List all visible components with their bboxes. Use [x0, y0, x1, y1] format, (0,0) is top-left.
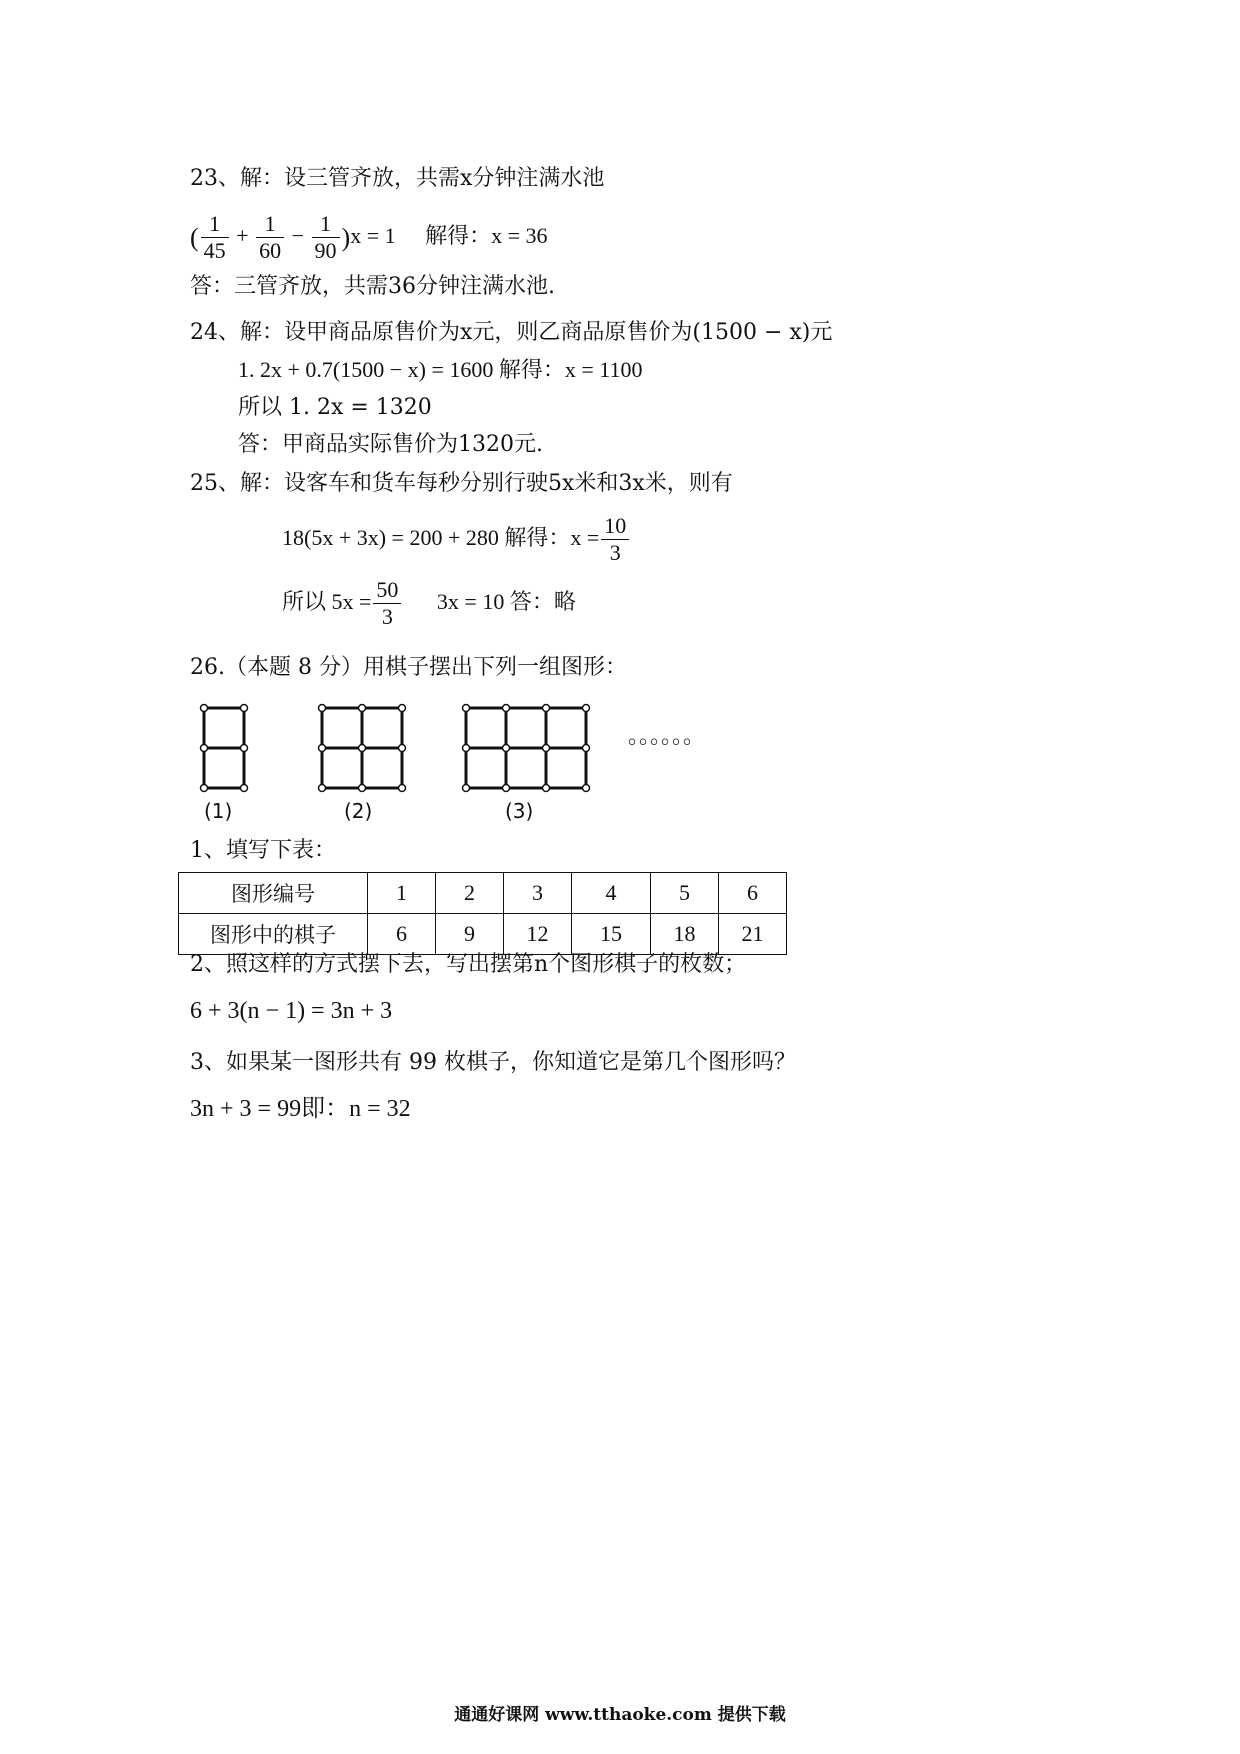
eq-solve: 解得：x = 36 [425, 223, 548, 248]
figure-1 [201, 705, 248, 792]
chess-piece [583, 785, 590, 792]
table-cell: 4 [572, 873, 651, 914]
footer: 通通好课网 www.tthaoke.com 提供下载 [454, 1705, 786, 1725]
chess-piece [399, 745, 406, 752]
figure-2 [319, 705, 406, 792]
p26-q2: 2、照这样的方式摆下去，写出摆第n个图形棋子的枚数； [190, 952, 747, 977]
eq1-left: 18(5x + 3x) = 200 + 280 解得：x = [282, 525, 600, 550]
table-cell: 12 [504, 914, 572, 955]
p24-answer: 答：甲商品实际售价为1320元. [238, 432, 543, 457]
chess-piece [583, 705, 590, 712]
eq2-left: 所以 5x = [282, 589, 372, 614]
chess-piece [583, 745, 590, 752]
chess-piece [201, 785, 208, 792]
chess-piece [399, 705, 406, 712]
chess-piece [463, 745, 470, 752]
p23-equation: ( $\frac{1}{45}$ + $\frac{1}{60}$ − $\frac{1}{90}$ )x = 1 解得：x = 36 [190, 211, 548, 264]
fig-label-2: (2) [344, 799, 373, 823]
p26-q1: 1、填写下表： [190, 838, 336, 863]
p26-q3-answer: 3n + 3 = 99即：n = 32 [190, 1096, 411, 1122]
table-row [179, 914, 787, 955]
p25-equation1 [282, 508, 631, 568]
fig-label-3: (3) [505, 799, 534, 823]
table-cell: 6 [719, 873, 787, 914]
p24-line3: 所以 1. 2x = 1320 [238, 395, 432, 420]
table-cell: 15 [572, 914, 651, 955]
chess-piece [399, 785, 406, 792]
p24-line1: 24、解：设甲商品原售价为x元，则乙商品原售价为(1500 − x)元 [190, 320, 833, 345]
chess-piece [201, 745, 208, 752]
ellipsis: 。。。。。。 [628, 724, 706, 749]
table-cell: 5 [651, 873, 719, 914]
table-cell: 2 [436, 873, 504, 914]
figure-3 [463, 705, 590, 792]
p24-line2: 1. 2x + 0.7(1500 − x) = 1600 解得：x = 1100 [238, 357, 643, 382]
eq-tail: x = 1 [350, 223, 396, 248]
chess-piece [543, 705, 550, 712]
chess-piece [503, 785, 510, 792]
p26-title: 26.（本题 8 分）用棋子摆出下列一组图形： [190, 655, 627, 680]
fraction: $\frac{1}{90}$ [312, 211, 340, 264]
chess-piece [319, 705, 326, 712]
chess-piece [359, 705, 366, 712]
chess-piece [543, 745, 550, 752]
fraction: $\frac{50}{3}$ [373, 577, 401, 630]
chess-piece [503, 745, 510, 752]
table-cell: 6 [368, 914, 436, 955]
p26-q2-answer: 6 + 3(n − 1) = 3n + 3 [190, 998, 393, 1024]
chess-piece [503, 705, 510, 712]
table-row [179, 873, 787, 914]
p23-line1: 23、解：设三管齐放，共需x分钟注满水池 [190, 166, 605, 191]
fig-label-1: (1) [204, 799, 233, 823]
figure-group [201, 705, 590, 792]
fraction: $\frac{1}{45}$ [201, 211, 229, 264]
chess-piece [359, 785, 366, 792]
table-cell: 21 [719, 914, 787, 955]
chess-piece [319, 745, 326, 752]
chess-figures [190, 700, 750, 830]
table-cell: 18 [651, 914, 719, 955]
chess-piece [463, 705, 470, 712]
table-cell: 9 [436, 914, 504, 955]
table-cell: 1 [368, 873, 436, 914]
p25-equation2 [282, 572, 576, 632]
chess-piece [201, 705, 208, 712]
table-header-cell: 图形中的棋子 [179, 914, 368, 955]
chess-piece [543, 785, 550, 792]
eq2-right: 3x = 10 答：略 [436, 589, 576, 614]
chess-piece [359, 745, 366, 752]
table-cell: 3 [504, 873, 572, 914]
fraction: $\frac{1}{60}$ [256, 211, 284, 264]
chess-count-table [178, 872, 787, 955]
chess-piece [319, 785, 326, 792]
p26-q3: 3、如果某一图形共有 99 枚棋子，你知道它是第几个图形吗？ [190, 1050, 796, 1075]
p25-line1: 25、解：设客车和货车每秒分别行驶5x米和3x米，则有 [190, 471, 733, 496]
chess-piece [241, 785, 248, 792]
chess-piece [241, 705, 248, 712]
chess-piece [241, 745, 248, 752]
table-header-cell: 图形编号 [179, 873, 368, 914]
p23-answer: 答：三管齐放，共需36分钟注满水池. [190, 274, 555, 299]
fraction: $\frac{10}{3}$ [601, 513, 629, 566]
chess-piece [463, 785, 470, 792]
